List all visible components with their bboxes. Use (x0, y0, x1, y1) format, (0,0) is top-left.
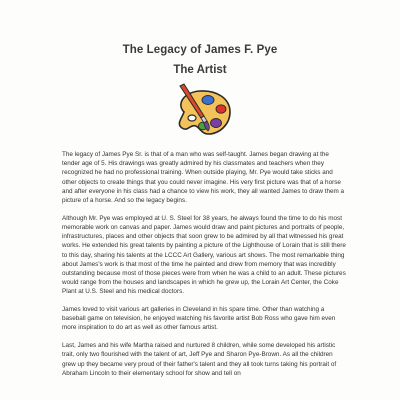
paragraph: Last, James and his wife Martha raised and nurtured 8 children, while some developed his artistic trait, only two flourished with the talent of art, Jeff Pye and Sharon Pye-Brown. As all the children grew up they became very proud of their father's talent and they all took turns taking his portrait of Abraham Lincoln to their elementary school for show and tell on (62, 342, 337, 377)
document-subtitle: The Artist (173, 64, 227, 76)
paint-palette-icon (170, 82, 238, 146)
paragraph: James loved to visit various art galleries in Cleveland in his spare time. Other than watching a baseball game on television, he enjoyed watching his favorite artist Bob Ross who gave him even more inspiration to do art as well as other famous artist. (62, 306, 336, 332)
paragraph: Although Mr. Pye was employed at U. S. Steel for 38 years, he always found the time to do his most memorable work on canvas and paper. James would draw and paint pictures and portraits of people, infrastructures, places and other objects that soon grew to be admired by all that witnessed his great works. He extended his great talents by painting a picture of the Lighthouse of Lorain that is still there to this day, sharing his talents at the LCCC Art Gallery, various art shows. The most remarkable thing about James's work is that most of the time he painted and drew from memory that was incredibly outstanding because most of those pieces were from when he was a child to an adult. These pictures would range from the houses and landscapes in which he grew up, the Lorain Art Center, the Coke Plant at U.S. Steel and his medical doctors. (62, 214, 346, 296)
document-title: The Legacy of James F. Pye (122, 44, 278, 56)
document-body (62, 150, 348, 386)
paragraph: The legacy of James Pye Sr. is that of a man who was self-taught. James began drawing at the tender age of 5. His drawings was greatly admired by his classmates and teachers when they recognized he had no professional training. When outside playing, Mr. Pye would take sticks and other objects to create things that you could never imagine. His very first picture was that of a horse and after everyone in his class had a chance to view his work, they all wanted James to draw them a picture of a horse. And so the legacy begins. (62, 151, 345, 205)
